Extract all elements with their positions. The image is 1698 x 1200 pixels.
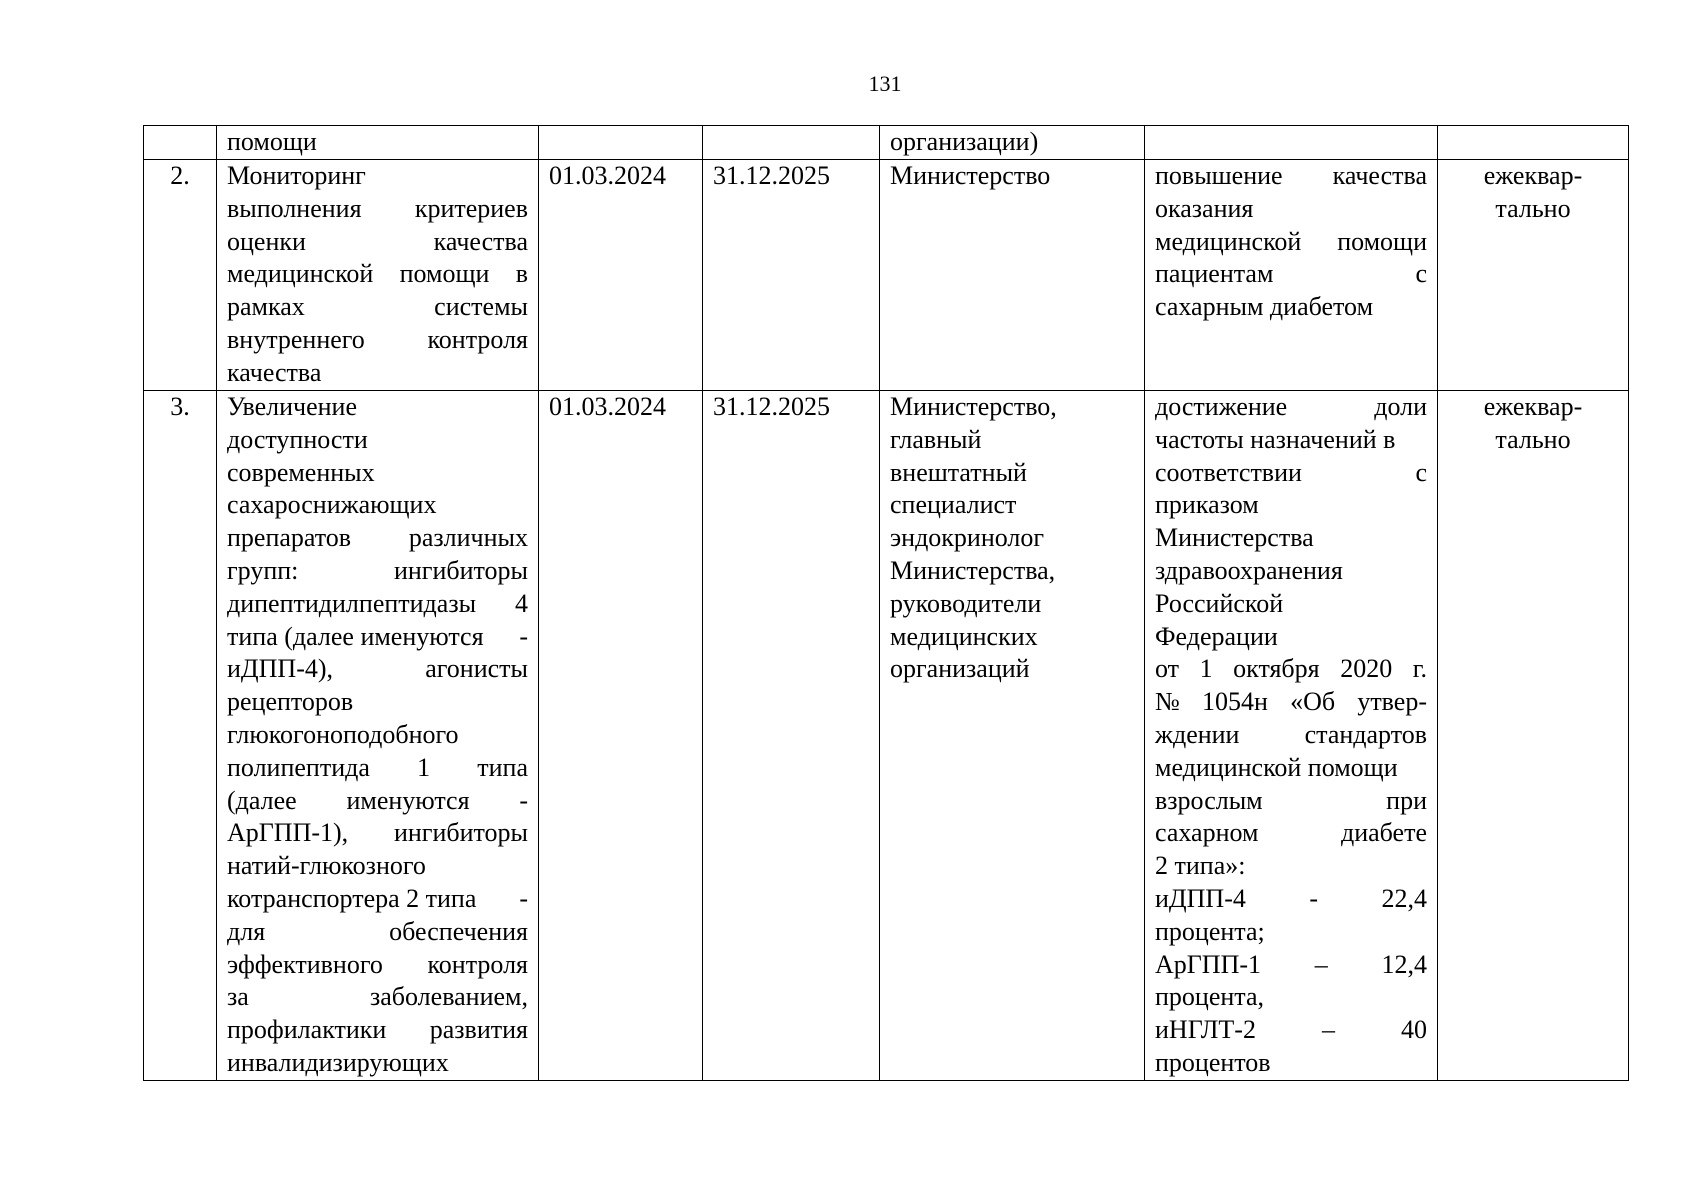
word: глюкогоноподобного bbox=[227, 719, 459, 749]
word: 12,4 bbox=[1381, 949, 1427, 979]
text-line bbox=[227, 949, 528, 982]
text-line bbox=[1155, 160, 1427, 193]
word: стандартов bbox=[1304, 719, 1427, 749]
word: инвалидизирующих bbox=[227, 1047, 449, 1077]
word: рамках bbox=[227, 292, 305, 322]
table-row-continuation bbox=[144, 126, 1629, 160]
text-line bbox=[227, 621, 528, 654]
text-line: организаций bbox=[890, 654, 1030, 684]
word: препаратов bbox=[227, 523, 352, 553]
text-line bbox=[1155, 1047, 1427, 1080]
word: иДПП-4 bbox=[1155, 883, 1246, 913]
word: с bbox=[1415, 457, 1427, 487]
text-line bbox=[1155, 457, 1427, 490]
cell-start: 01.03.2024 bbox=[539, 391, 703, 1081]
text-line: эндокринолог bbox=[890, 523, 1045, 553]
word: соответствии bbox=[1155, 457, 1302, 487]
word: современных bbox=[227, 457, 375, 487]
word: контроля bbox=[427, 949, 528, 979]
word: процента; bbox=[1155, 916, 1265, 946]
text-line bbox=[1155, 883, 1427, 916]
word: - bbox=[519, 785, 528, 815]
text-line: главный bbox=[890, 424, 982, 454]
word: внутреннего bbox=[227, 324, 365, 354]
word: оказания bbox=[1155, 193, 1254, 223]
word: - bbox=[519, 621, 528, 651]
word: эффективного bbox=[227, 949, 383, 979]
cell-event bbox=[217, 160, 539, 391]
text-line bbox=[1155, 653, 1427, 686]
word: оценки bbox=[227, 226, 306, 256]
word: для bbox=[227, 916, 266, 946]
text-line bbox=[1155, 226, 1427, 259]
cell-responsible bbox=[880, 160, 1145, 391]
text-line bbox=[227, 291, 528, 324]
word: различных bbox=[408, 523, 528, 553]
text-line bbox=[227, 226, 528, 259]
page-number: 131 bbox=[868, 71, 902, 96]
word: Увеличение bbox=[227, 392, 358, 421]
text-line bbox=[227, 653, 528, 686]
word: ждении bbox=[1155, 719, 1240, 749]
word: процентов bbox=[1155, 1047, 1271, 1077]
text-line bbox=[227, 1014, 528, 1047]
word: рецепторов bbox=[227, 687, 354, 717]
word: взрослым bbox=[1155, 785, 1263, 815]
text-line bbox=[227, 1047, 528, 1080]
cell-frequency bbox=[1438, 126, 1629, 160]
word: Министерства bbox=[1155, 523, 1314, 553]
text-line: медицинских bbox=[890, 621, 1038, 651]
word: типа bbox=[477, 752, 528, 782]
word: частоты назначений в bbox=[1155, 424, 1396, 454]
text-line bbox=[1155, 621, 1427, 654]
word: доли bbox=[1374, 392, 1427, 421]
word: от bbox=[1155, 654, 1180, 684]
cell-start bbox=[539, 126, 703, 160]
word: 1 bbox=[417, 752, 431, 782]
cell-event: помощи bbox=[217, 126, 539, 160]
cell-num: 3. bbox=[144, 391, 217, 1081]
text-line bbox=[1155, 817, 1427, 850]
text-line bbox=[1155, 522, 1427, 555]
text-line bbox=[227, 752, 528, 785]
word: профилактики bbox=[227, 1015, 387, 1045]
word: сахароснижающих bbox=[227, 490, 437, 520]
text-line bbox=[1155, 291, 1427, 324]
word: утвер- bbox=[1357, 687, 1427, 717]
word: диабете bbox=[1340, 818, 1427, 848]
cell-responsible bbox=[880, 391, 1145, 1081]
word: обеспечения bbox=[389, 916, 528, 946]
word: дипептидилпептидазы bbox=[227, 588, 477, 618]
text-line bbox=[227, 850, 528, 883]
text-line bbox=[227, 817, 528, 850]
cell-num bbox=[144, 126, 217, 160]
cell-event bbox=[217, 391, 539, 1081]
table-row bbox=[144, 160, 1629, 391]
word: качества bbox=[1332, 161, 1427, 190]
word: групп: bbox=[227, 555, 299, 585]
text-line bbox=[227, 193, 528, 226]
text-line: Министерства, bbox=[890, 555, 1056, 585]
text-line bbox=[1155, 916, 1427, 949]
word: полипептида bbox=[227, 752, 370, 782]
text-line bbox=[227, 883, 528, 916]
word: котранспортера 2 типа bbox=[227, 883, 477, 913]
word: повышение bbox=[1155, 161, 1283, 190]
text-line: ежеквар- bbox=[1483, 392, 1583, 421]
word: типа (далее именуются bbox=[227, 621, 484, 651]
text-line bbox=[227, 686, 528, 719]
word: системы bbox=[434, 292, 528, 322]
cell-responsible: организации) bbox=[880, 126, 1145, 160]
word: № bbox=[1155, 687, 1180, 717]
word: при bbox=[1386, 785, 1427, 815]
text-line: Министерство bbox=[890, 161, 1051, 190]
text-line bbox=[227, 489, 528, 522]
word: Российской bbox=[1155, 588, 1284, 618]
text-line bbox=[1155, 391, 1427, 424]
word: «Об bbox=[1290, 687, 1336, 717]
word: Федерации bbox=[1155, 621, 1278, 651]
text-line bbox=[1155, 1014, 1427, 1047]
text-line bbox=[1155, 686, 1427, 719]
word: ингибиторы bbox=[393, 818, 528, 848]
table-row bbox=[144, 391, 1629, 1081]
word: сахарным диабетом bbox=[1155, 292, 1374, 322]
cell-num: 2. bbox=[144, 160, 217, 391]
text-line: специалист bbox=[890, 490, 1017, 520]
text-line bbox=[227, 324, 528, 357]
word: с bbox=[1415, 259, 1427, 289]
word: помощи bbox=[399, 259, 490, 289]
word: АрГПП-1), bbox=[227, 818, 349, 848]
cell-end: 31.12.2025 bbox=[703, 391, 880, 1081]
word: помощи bbox=[1337, 226, 1427, 256]
word: - bbox=[519, 883, 528, 913]
word: за bbox=[227, 982, 249, 1012]
word: медицинской помощи bbox=[1155, 752, 1398, 782]
text-line bbox=[227, 457, 528, 490]
word: г. bbox=[1412, 654, 1427, 684]
text-line bbox=[1155, 785, 1427, 818]
cell-result bbox=[1145, 160, 1438, 391]
word: развития bbox=[429, 1015, 528, 1045]
word: сахарном bbox=[1155, 818, 1259, 848]
text-line bbox=[227, 719, 528, 752]
text-line bbox=[227, 391, 528, 424]
word: качества bbox=[227, 357, 322, 387]
word: - bbox=[1309, 883, 1319, 913]
word: 2 типа»: bbox=[1155, 851, 1246, 881]
text-line bbox=[227, 588, 528, 621]
text-line: Министерство, bbox=[890, 392, 1057, 421]
cell-end: 31.12.2025 bbox=[703, 160, 880, 391]
word: натий-глюкозного bbox=[227, 851, 426, 881]
text-line bbox=[1155, 424, 1427, 457]
word: – bbox=[1314, 949, 1328, 979]
word: выполнения bbox=[227, 193, 362, 223]
word: пациентам bbox=[1155, 259, 1274, 289]
text-line bbox=[1155, 193, 1427, 226]
text-line bbox=[1155, 719, 1427, 752]
word: октября bbox=[1233, 654, 1320, 684]
word: критериев bbox=[414, 193, 528, 223]
cell-end bbox=[703, 126, 880, 160]
word: 2020 bbox=[1340, 654, 1393, 684]
word: процента, bbox=[1155, 982, 1265, 1012]
text-line bbox=[227, 424, 528, 457]
word: 22,4 bbox=[1381, 883, 1427, 913]
text-line: внештатный bbox=[890, 457, 1027, 487]
cell-result bbox=[1145, 391, 1438, 1081]
plan-table bbox=[143, 125, 1629, 1081]
word: иНГЛТ-2 bbox=[1155, 1015, 1256, 1045]
text-line: тально bbox=[1495, 193, 1571, 223]
text-line: руководители bbox=[890, 588, 1042, 618]
text-line bbox=[1155, 752, 1427, 785]
word: Мониторинг bbox=[227, 161, 366, 190]
text-line bbox=[227, 981, 528, 1014]
text-line bbox=[227, 160, 528, 193]
word: именуются bbox=[346, 785, 470, 815]
word: агонисты bbox=[425, 654, 528, 684]
text-line bbox=[1155, 555, 1427, 588]
text-line bbox=[227, 785, 528, 818]
cell-start: 01.03.2024 bbox=[539, 160, 703, 391]
word: 1054н bbox=[1202, 687, 1268, 717]
text-line bbox=[227, 916, 528, 949]
text-line bbox=[1155, 588, 1427, 621]
text-line bbox=[1155, 981, 1427, 1014]
word: – bbox=[1321, 1015, 1335, 1045]
cell-result bbox=[1145, 126, 1438, 160]
word: заболеванием, bbox=[369, 982, 528, 1012]
word: здравоохранения bbox=[1155, 555, 1343, 585]
cell-frequency bbox=[1438, 391, 1629, 1081]
word: качества bbox=[433, 226, 528, 256]
word: 40 bbox=[1400, 1015, 1427, 1045]
text-line bbox=[227, 357, 528, 390]
text-line bbox=[1155, 949, 1427, 982]
word: приказом bbox=[1155, 490, 1259, 520]
cell-frequency bbox=[1438, 160, 1629, 391]
word: контроля bbox=[427, 324, 528, 354]
text-line bbox=[1155, 850, 1427, 883]
word: 1 bbox=[1199, 654, 1213, 684]
word: иДПП-4), bbox=[227, 654, 334, 684]
text-line: тально bbox=[1495, 424, 1571, 454]
word: АрГПП-1 bbox=[1155, 949, 1262, 979]
word: (далее bbox=[227, 785, 297, 815]
text-line bbox=[227, 258, 528, 291]
word: достижение bbox=[1155, 392, 1288, 421]
text-line bbox=[227, 522, 528, 555]
text-line bbox=[227, 555, 528, 588]
word: медицинской bbox=[227, 259, 374, 289]
text-line: ежеквар- bbox=[1483, 161, 1583, 190]
word: 4 bbox=[515, 588, 528, 618]
word: доступности bbox=[227, 424, 368, 454]
word: ингибиторы bbox=[393, 555, 528, 585]
word: медицинской bbox=[1155, 226, 1302, 256]
word: в bbox=[515, 259, 528, 289]
text-line bbox=[1155, 489, 1427, 522]
text-line bbox=[1155, 258, 1427, 291]
